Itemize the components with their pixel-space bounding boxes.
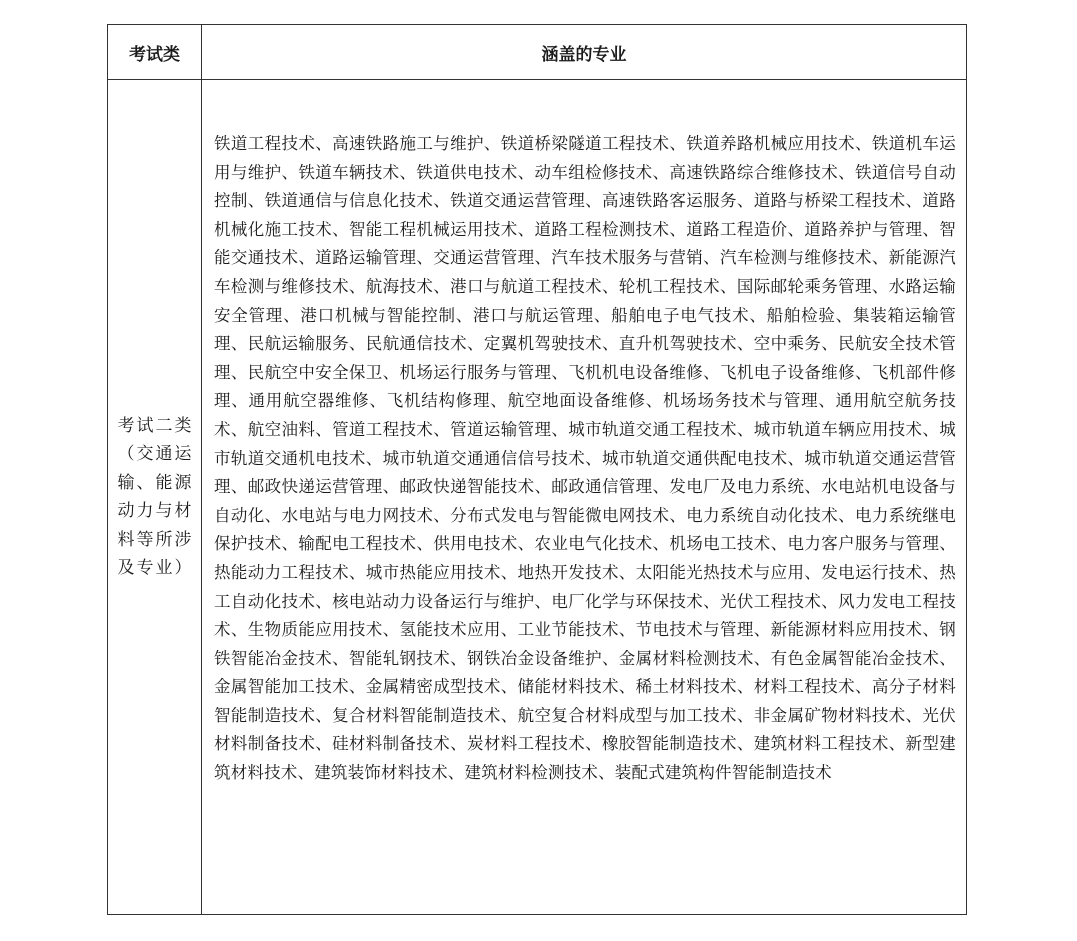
majors-table: [107, 24, 967, 915]
category-cell: [108, 80, 201, 914]
majors-list-text: 铁道工程技术、高速铁路施工与维护、铁道桥梁隧道工程技术、铁道养路机械应用技术、铁道机车运用与维护、铁道车辆技术、铁道供电技术、动车组检修技术、高速铁路综合维修技术、铁道信号自动控制、铁道通信与信息化技术、铁道交通运营管理、高速铁路客运服务、道路与桥梁工程技术、道路机械化施工技术、智能工程机械运用技术、道路工程检测技术、道路工程造价、道路养护与管理、智能交通技术、道路运输管理、交通运营管理、汽车技术服务与营销、汽车检测与维修技术、新能源汽车检测与维修技术、航海技术、港口与航道工程技术、轮机工程技术、国际邮轮乘务管理、水路运输安全管理、港口机械与智能控制、港口与航运管理、船舶电子电气技术、船舶检验、集装箱运输管理、民航运输服务、民航通信技术、定翼机驾驶技术、直升机驾驶技术、空中乘务、民航安全技术管理、民航空中安全保卫、机场运行服务与管理、飞机机电设备维修、飞机电子设备维修、飞机部件修理、通用航空器维修、飞机结构修理、航空地面设备维修、机场场务技术与管理、通用航空航务技术、航空油料、管道工程技术、管道运输管理、城市轨道交通工程技术、城市轨道车辆应用技术、城市轨道交通机电技术、城市轨道交通通信信号技术、城市轨道交通供配电技术、城市轨道交通运营管理、邮政快递运营管理、邮政快递智能技术、邮政通信管理、发电厂及电力系统、水电站机电设备与自动化、水电站与电力网技术、分布式发电与智能微电网技术、电力系统自动化技术、电力系统继电保护技术、输配电工程技术、供用电技术、农业电气化技术、机场电工技术、电力客户服务与管理、热能动力工程技术、城市热能应用技术、地热开发技术、太阳能光热技术与应用、发电运行技术、热工自动化技术、核电站动力设备运行与维护、电厂化学与环保技术、光伏工程技术、风力发电工程技术、生物质能应用技术、氢能技术应用、工业节能技术、节电技术与管理、新能源材料应用技术、钢铁智能冶金技术、智能轧钢技术、钢铁冶金设备维护、金属材料检测技术、有色金属智能冶金技术、金属智能加工技术、金属精密成型技术、储能材料技术、稀土材料技术、材料工程技术、高分子材料智能制造技术、复合材料智能制造技术、航空复合材料成型与加工技术、非金属矿物材料技术、光伏材料制备技术、硅材料制备技术、炭材料工程技术、橡胶智能制造技术、建筑材料工程技术、新型建筑材料技术、建筑装饰材料技术、建筑材料检测技术、装配式建筑构件智能制造技术: [214, 134, 956, 783]
category-text: 考试二类（交通运输、能源动力与材料等所涉及专业）: [117, 415, 192, 578]
header-majors: 涵盖的专业: [541, 44, 627, 65]
majors-cell: [202, 80, 966, 914]
header-category: 考试类: [129, 44, 180, 65]
